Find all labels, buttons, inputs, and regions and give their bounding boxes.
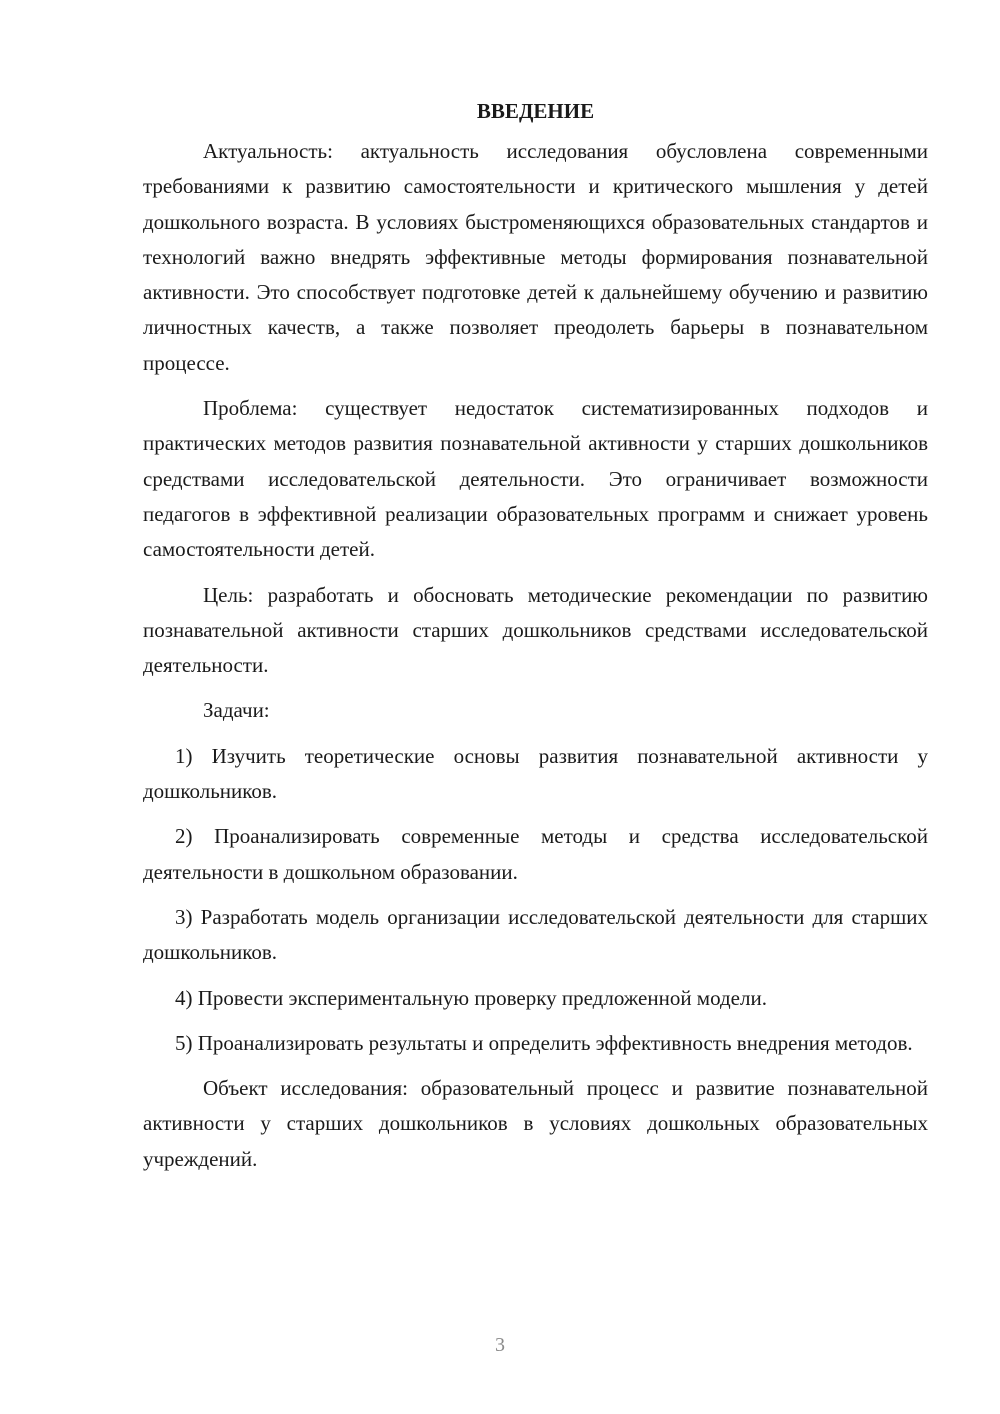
task-item-4: 4) Провести экспериментальную проверку предложенной модели.: [175, 985, 767, 1010]
tasks-label: Задачи:: [203, 698, 270, 723]
task-item-1: 1) Изучить теоретические основы развития познавательной активности у дошкольников.: [143, 743, 928, 804]
task-item-3: 3) Разработать модель организации исследовательской деятельности для старших дошкольников.: [143, 904, 928, 965]
page-number: 3: [495, 1334, 505, 1356]
task-item-5: 5) Проанализировать результаты и определить эффективность внедрения методов.: [175, 1030, 913, 1055]
goal-paragraph: Цель: разработать и обосновать методические рекомендации по развитию познавательной активности старших дошкольников средствами исследовательской деятельности.: [143, 582, 928, 678]
document-page: [143, 96, 928, 1187]
problem-paragraph: Проблема: существует недостаток систематизированных подходов и практических методов развития познавательной активности у старших дошкольников средствами исследовательской деятельности. Это ограничивает возможности педагогов в эффективной реализации образовательных программ и снижает уровень самостоятельности детей.: [143, 396, 928, 562]
task-item-2: 2) Проанализировать современные методы и средства исследовательской деятельности в дошкольном образовании.: [143, 824, 928, 884]
section-heading: ВВЕДЕНИЕ: [476, 99, 595, 123]
research-object-paragraph: Объект исследования: образовательный процесс и развитие познавательной активности у старших дошкольников в условиях дошкольных образовательных учреждений.: [143, 1076, 928, 1171]
relevance-paragraph: Актуальность: актуальность исследования обусловлена современными требованиями к развитию самостоятельности и критического мышления у детей дошкольного возраста. В условиях быстроменяющихся образовательных стандартов и технологий важно внедрять эффективные методы формирования познавательной активности. Это способствует подготовке детей к дальнейшему обучению и развитию личностных качеств, а также позволяет преодолеть барьеры в познавательном процессе.: [143, 139, 928, 375]
